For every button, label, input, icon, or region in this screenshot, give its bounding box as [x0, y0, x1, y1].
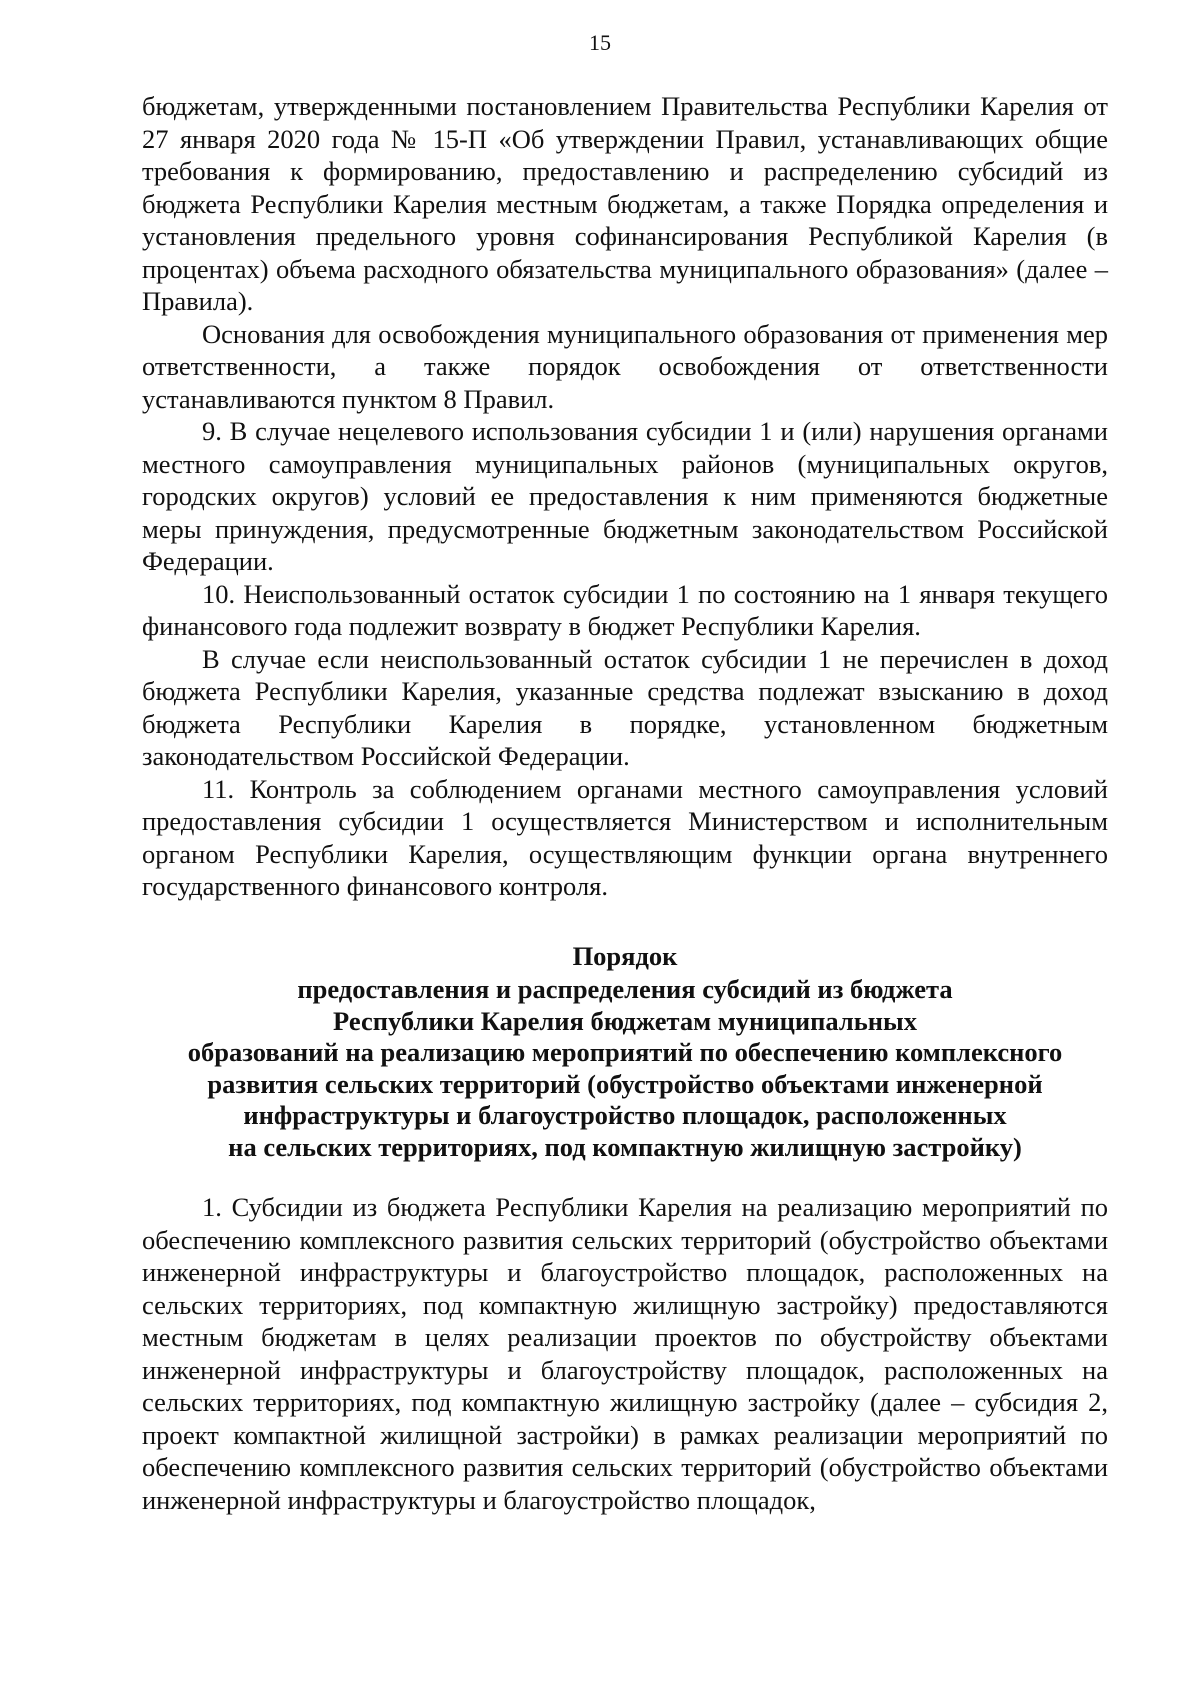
heading-title: Порядок: [572, 940, 678, 971]
heading-line: образований на реализацию мероприятий по обеспечению комплексного: [187, 1037, 1063, 1067]
paragraph-rules-reference: бюджетам, утвержденными постановлением Правительства Республики Карелия от 27 января 2020 года № 15-П «Об утверждении Правил, устанавливающих общие требования к формированию, предоставлению и распределению субсидий из бюджета Республики Карелия местным бюджетам, а также Порядка определения и установления предельного уровня софинансирования Республикой Карелия (в процентах) объема расходного обязательства муниципального образования» (далее – Правила).: [142, 91, 1108, 316]
document-body: [142, 90, 1108, 1516]
paragraph-item-1: 1. Субсидии из бюджета Республики Карелия на реализацию мероприятий по обеспечению комплексного развития сельских территорий (обустройство объектами инженерной инфраструктуры и благоустройство площадок, расположенных на сельских территориях, под компактную жилищную застройку) предоставляются местным бюджетам в целях реализации проектов по обустройству объектами инженерной инфраструктуры и благоустройству площадок, расположенных на сельских территориях, под компактную жилищную застройку (далее – субсидия 2, проект компактной жилищной застройки) в рамках реализации мероприятий по обеспечению комплексного развития сельских территорий (обустройство объектами инженерной инфраструктуры и благоустройство площадок,: [142, 1192, 1108, 1515]
paragraph-item-9: 9. В случае нецелевого использования субсидии 1 и (или) нарушения органами местного самоуправления муниципальных районов (муниципальных округов, городских округов) условий ее предоставления к ним применяются бюджетные меры принуждения, предусмотренные бюджетным законодательством Российской Федерации.: [142, 416, 1108, 576]
heading-line: на сельских территориях, под компактную жилищную застройку): [228, 1131, 1022, 1162]
paragraph-unused-balance: В случае если неиспользованный остаток субсидии 1 не перечислен в доход бюджета Республики Карелия, указанные средства подлежат взысканию в доход бюджета Республики Карелия в порядке, установленном бюджетным законодательством Российской Федерации.: [142, 643, 1108, 771]
heading-line: Республики Карелия бюджетам муниципальных: [333, 1005, 917, 1036]
heading-line: предоставления и распределения субсидий из бюджета: [297, 974, 953, 1004]
paragraph-item-11: 11. Контроль за соблюдением органами местного самоуправления условий предоставления субсидии 1 осуществляется Министерством и исполнительным органом Республики Карелия, осуществляющим функции органа внутреннего государственного финансового контроля.: [142, 773, 1108, 901]
heading-line: инфраструктуры и благоустройство площадок, расположенных: [243, 1100, 1007, 1130]
paragraph-item-10: 10. Неиспользованный остаток субсидии 1 по состоянию на 1 января текущего финансового года подлежит возврату в бюджет Республики Карелия.: [142, 578, 1108, 641]
page-number: 15: [589, 30, 611, 55]
section-heading: [142, 941, 1108, 1164]
paragraph-exemption-grounds: Основания для освобождения муниципального образования от применения мер ответственности, а также порядок освобождения от ответственности устанавливаются пунктом 8 Правил.: [142, 318, 1108, 414]
heading-line: развития сельских территорий (обустройство объектами инженерной: [207, 1068, 1043, 1099]
